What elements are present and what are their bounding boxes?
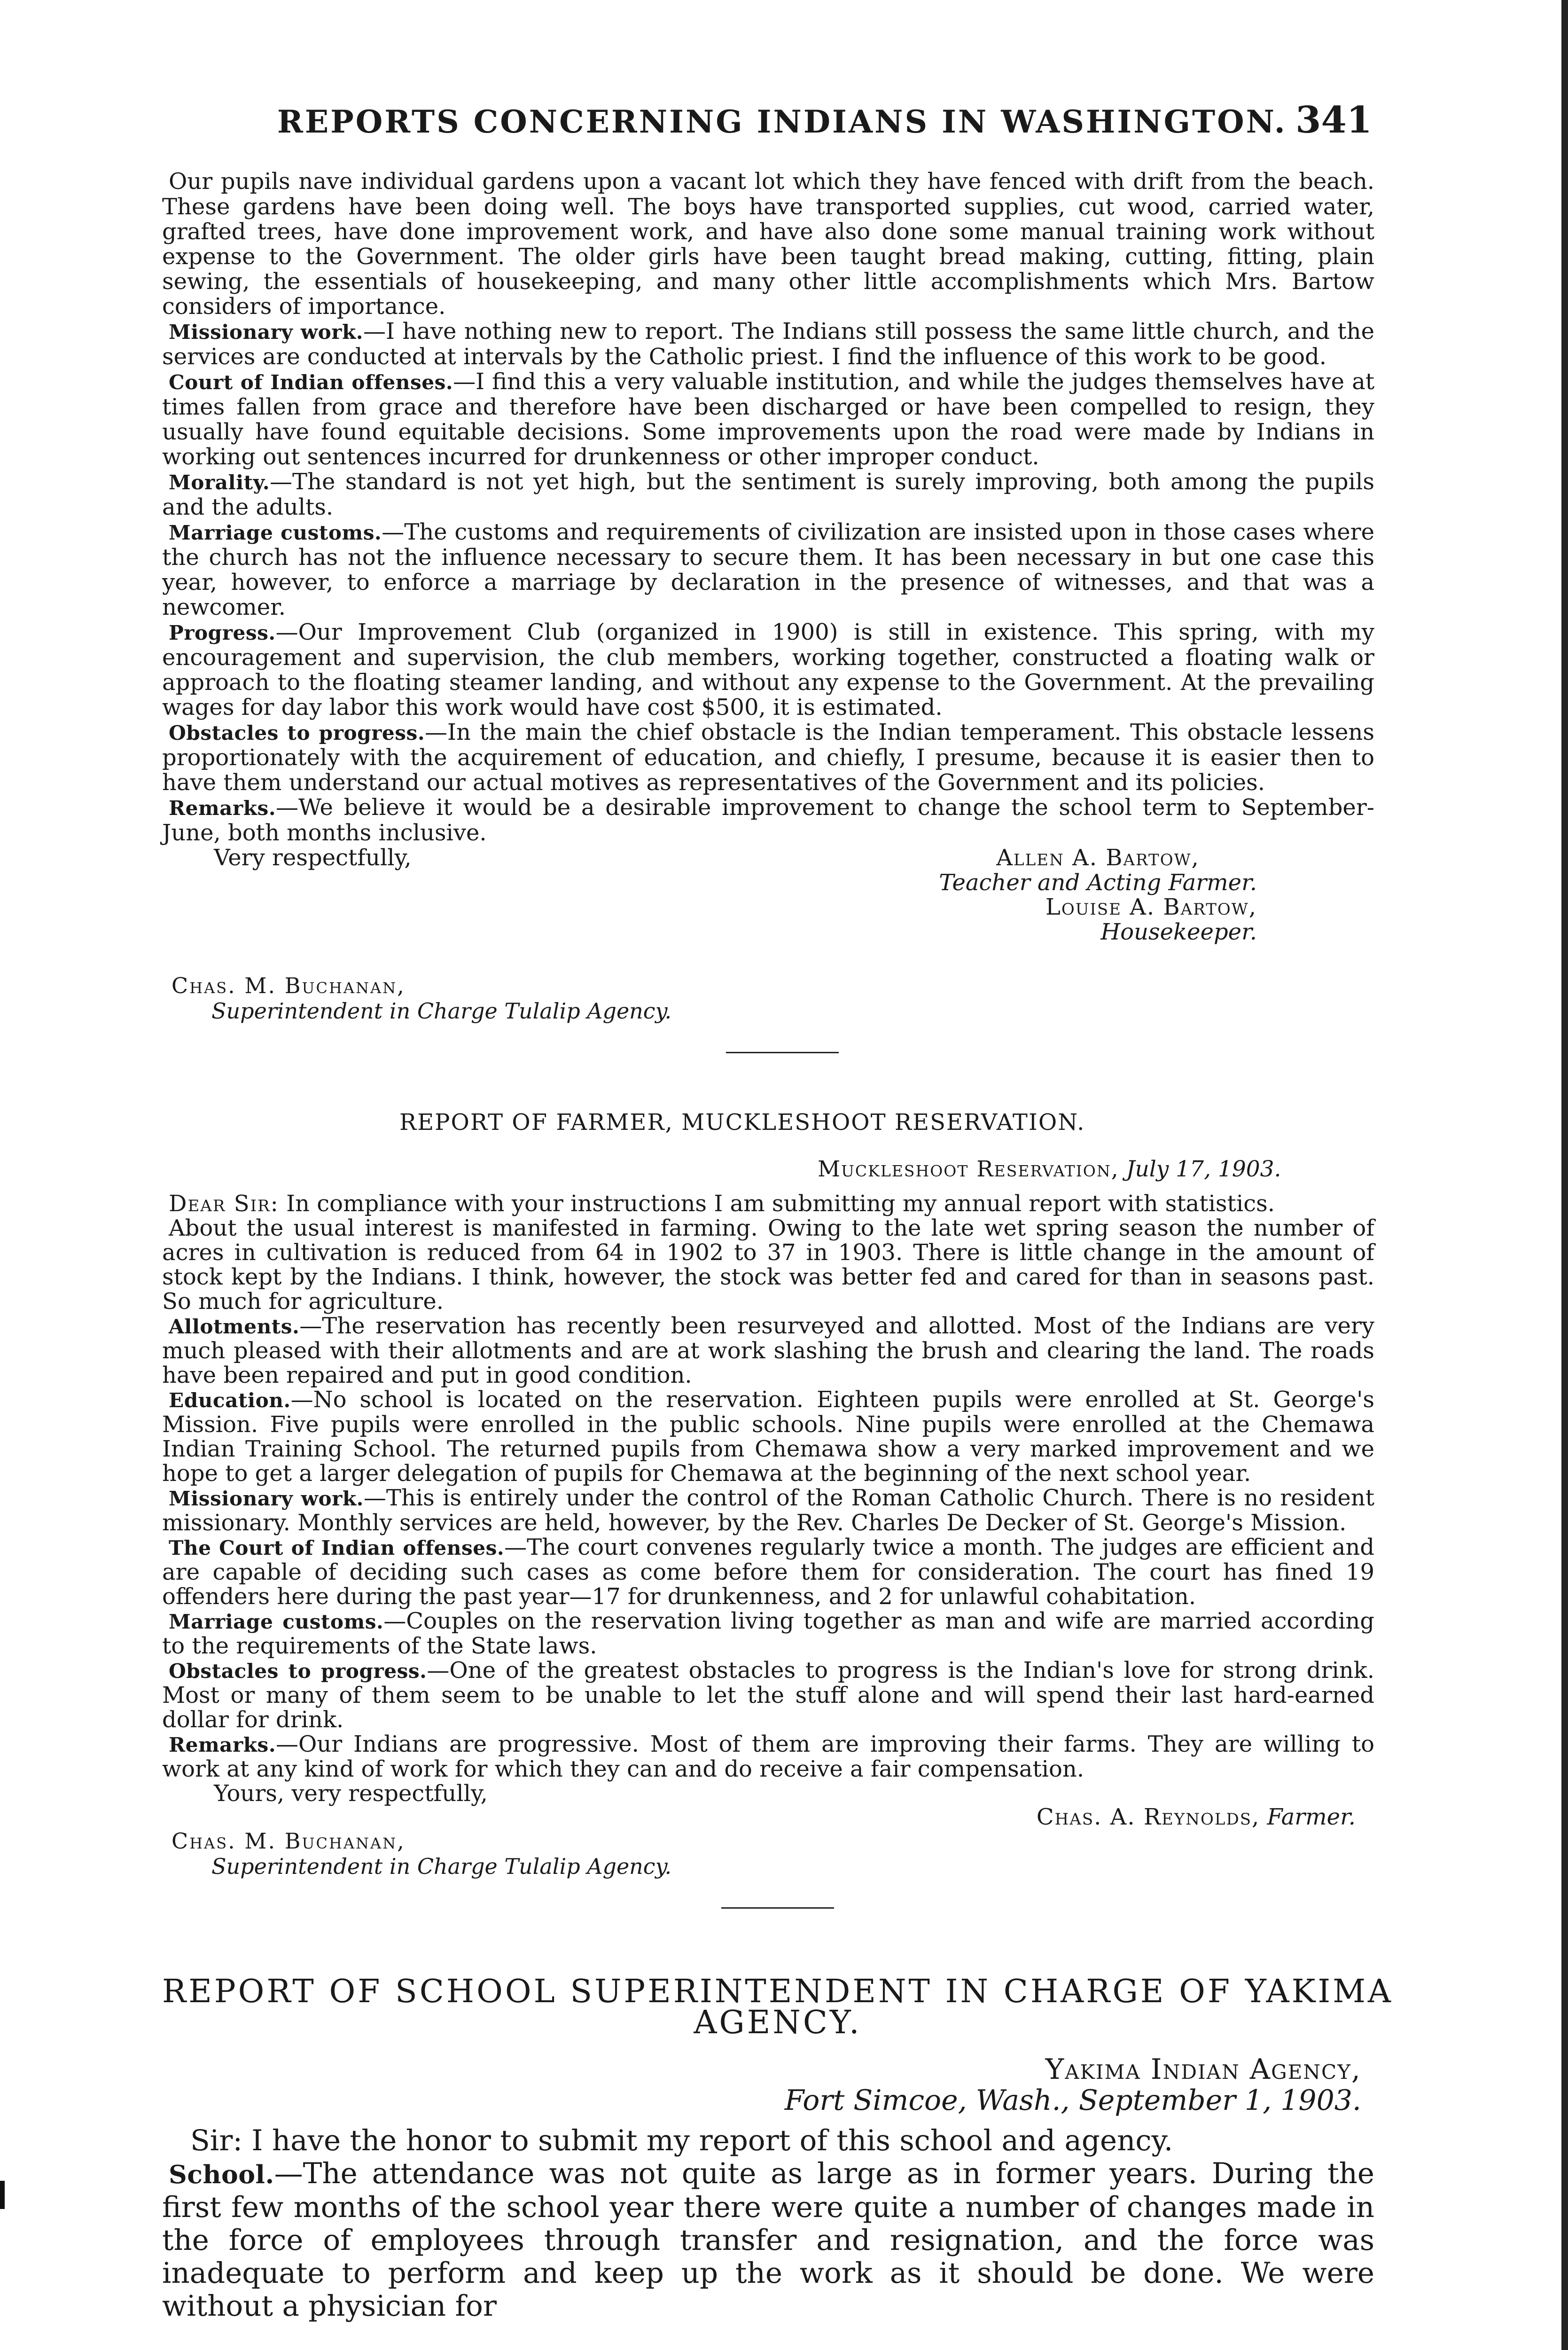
paragraph: Missionary work.—I have nothing new to report. The Indians still possess the same little church, and the services are conducted at intervals by the Catholic priest. I find the influence of this work to be good.: [162, 318, 1374, 370]
paragraph: Obstacles to progress.—In the main the chief obstacle is the Indian temperament. This obstacle lessens proportionately with the acquirement of education, and chiefly, I presume, because it is easier then to have them understand our actual motives as representatives of the Government and its policies.: [162, 719, 1374, 796]
dateline: Muckleshoot Reservation, July 17, 1903.: [818, 1156, 1281, 1182]
addressee: Chas. M. Buchanan, Superintendent in Charge Tulalip Agency.: [172, 973, 672, 1024]
paragraph: Obstacles to progress.—One of the greatest obstacles to progress is the Indian's love for strong drink. Most or many of them seem to be unable to let the stuff alone and will spend their last hard-earned dollar for drink.: [162, 1657, 1374, 1733]
paragraph: Morality.—The standard is not yet high, but the sentiment is surely improving, both among the pupils and the adults.: [162, 469, 1374, 520]
yakima-report: [162, 2124, 1374, 2323]
scan-edge: [1561, 0, 1568, 2350]
signer: Allen A. Bartow, Teacher and Acting Farmer.: [939, 845, 1257, 896]
paragraph: School.—The attendance was not quite as large as in former years. During the first few months of the school year there were quite a number of changes made in the force of employees through transfer and resignation, and the force was inadequate to perform and keep up the work as it should be done. We were without a physician for: [162, 2157, 1374, 2323]
closing: Yours, very respectfully,: [214, 1780, 488, 1807]
paragraph: Missionary work.—This is entirely under the control of the Roman Catholic Church. There is no resident missionary. Monthly services are held, however, by the Rev. Charles De Decker of St. George's Mission.: [162, 1485, 1374, 1536]
section-divider: [726, 1052, 839, 1053]
paragraph: Remarks.—We believe it would be a desirable improvement to change the school term to September-June, both months inclusive.: [162, 794, 1374, 846]
paragraph: About the usual interest is manifested in farming. Owing to the late wet spring season the number of acres in cultivation is reduced from 64 in 1902 to 37 in 1903. There is little change in the amount of stock kept by the Indians. I think, however, the stock was better fed and cared for than in seasons past. So much for agriculture.: [162, 1215, 1374, 1315]
addressee: Chas. M. Buchanan, Superintendent in Charge Tulalip Agency.: [172, 1828, 672, 1879]
paragraph: Marriage customs.—The customs and requirements of civilization are insisted upon in those cases where the church has not the influence necessary to secure them. It has been necessary in but one case this year, however, to enforce a marriage by declaration in the presence of witnesses, and that was a newcomer.: [162, 519, 1374, 620]
signer: Louise A. Bartow, Housekeeper.: [1045, 894, 1257, 945]
paragraph: Education.—No school is located on the reservation. Eighteen pupils were enrolled at St. George's Mission. Five pupils were enrolled in the public schools. Nine pupils were enrolled at the Chemawa Indian Training School. The returned pupils from Chemawa show a very marked improvement and we hope to get a larger delegation of pupils for Chemawa at the beginning of the next school year.: [162, 1386, 1374, 1487]
paragraph: Our pupils nave individual gardens upon a vacant lot which they have fenced with drift from the beach. These gardens have been doing well. The boys have transported supplies, cut wood, carried water, grafted trees, have done improvement work, and have also done some manual training work without expense to the Government. The older girls have been taught bread making, cutting, fitting, plain sewing, the essentials of housekeeping, and many other little accomplishments which Mrs. Bartow considers of importance.: [162, 168, 1374, 320]
dateline: Yakima Indian Agency, Fort Simcoe, Wash., September 1, 1903.: [784, 2053, 1361, 2117]
tulalip-report: [162, 169, 1374, 954]
report-title: REPORT OF FARMER, MUCKLESHOOT RESERVATION.: [399, 1109, 1085, 1136]
signature-block: [162, 1781, 1374, 1833]
report-title: REPORT OF SCHOOL SUPERINTENDENT IN CHARGE OF YAKIMA AGENCY.: [162, 1973, 1393, 2041]
paragraph: Progress.—Our Improvement Club (organized in 1900) is still in existence. This spring, with my encouragement and supervision, the club members, working together, constructed a floating walk or approach to the floating steamer landing, and without any expense to the Government. At the prevailing wages for day labor this work would have cost $500, it is estimated.: [162, 619, 1374, 721]
paragraph: Marriage customs.—Couples on the reservation living together as man and wife are married according to the requirements of the State laws.: [162, 1608, 1374, 1659]
signer: Chas. A. Reynolds, Farmer.: [1036, 1804, 1356, 1830]
running-title: REPORTS CONCERNING INDIANS IN WASHINGTON.: [277, 103, 1287, 140]
paragraph: Dear Sir: In compliance with your instructions I am submitting my annual report with statistics.: [169, 1191, 1275, 1217]
page-number: 341: [1295, 99, 1372, 141]
section-divider: [721, 1907, 834, 1909]
signature-block: [162, 846, 1374, 954]
paragraph: Court of Indian offenses.—I find this a very valuable institution, and while the judges themselves have at times fallen from grace and therefore have been discharged or have been compelled to resign, they usually have found equitable decisions. Some improvements upon the road were made by Indians in working out sentences incurred for drunkenness or other improper conduct.: [162, 368, 1375, 470]
salutation: Sir: I have the honor to submit my report of this school and agency.: [190, 2124, 1173, 2157]
running-header: [160, 99, 1372, 141]
paragraph: Allotments.—The reservation has recently been resurveyed and allotted. Most of the Indians are very much pleased with their allotments and are at work slashing the brush and clearing the land. The roads have been repaired and put in good condition.: [162, 1313, 1374, 1388]
paragraph: The Court of Indian offenses.—The court convenes regularly twice a month. The judges are efficient and are capable of deciding such cases as come before them for consideration. The court has fined 19 offenders here during the past year—17 for drunkenness, and 2 for unlawful cohabitation.: [162, 1534, 1375, 1610]
paragraph: Remarks.—Our Indians are progressive. Most of them are improving their farms. They are willing to work at any kind of work for which they can and do receive a fair compensation.: [162, 1731, 1374, 1782]
closing: Very respectfully,: [214, 845, 412, 871]
scan-mark: [0, 2181, 5, 2209]
muckleshoot-report: [162, 1191, 1374, 1833]
